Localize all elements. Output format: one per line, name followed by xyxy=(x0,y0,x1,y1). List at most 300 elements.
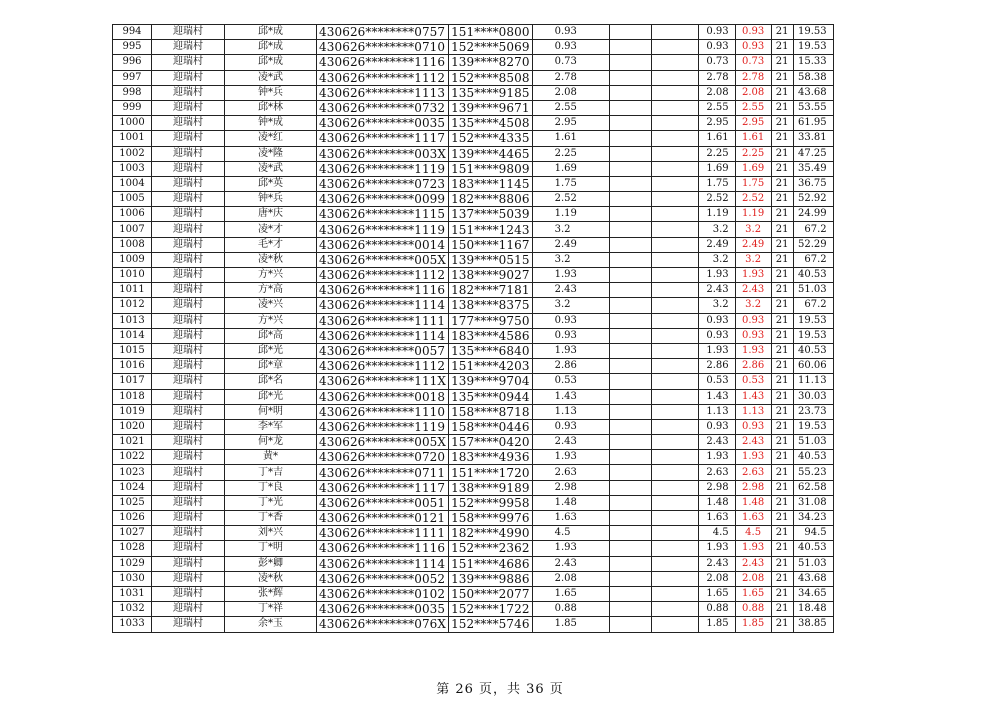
confirmed-area-cell: 2.43 xyxy=(698,435,735,450)
area-cell: 0.93 xyxy=(532,313,609,328)
table-row xyxy=(113,313,834,328)
table-row xyxy=(113,283,834,298)
phone-cell: 182****8806 xyxy=(449,192,533,207)
name-cell: 黄* xyxy=(225,450,317,465)
row-number: 1030 xyxy=(113,571,152,586)
confirmed-area-cell: 0.93 xyxy=(698,40,735,55)
subsidy-area-cell: 1.65 xyxy=(735,586,771,601)
id-number-cell: 430626********1112 xyxy=(317,359,449,374)
amount-cell: 67.2 xyxy=(793,222,833,237)
phone-cell: 151****1720 xyxy=(449,465,533,480)
blank-cell xyxy=(651,450,698,465)
phone-cell: 139****9886 xyxy=(449,571,533,586)
rate-cell: 21 xyxy=(771,359,793,374)
blank-cell xyxy=(609,116,651,131)
subsidy-area-cell: 1.13 xyxy=(735,404,771,419)
amount-cell: 43.68 xyxy=(793,85,833,100)
id-number-cell: 430626********1111 xyxy=(317,313,449,328)
id-number-cell: 430626********1114 xyxy=(317,298,449,313)
rate-cell: 21 xyxy=(771,237,793,252)
confirmed-area-cell: 2.08 xyxy=(698,85,735,100)
confirmed-area-cell: 2.98 xyxy=(698,480,735,495)
blank-cell xyxy=(609,40,651,55)
blank-cell xyxy=(651,617,698,632)
confirmed-area-cell: 2.25 xyxy=(698,146,735,161)
village-cell: 迎瑞村 xyxy=(152,511,225,526)
confirmed-area-cell: 2.08 xyxy=(698,571,735,586)
subsidy-area-cell: 0.93 xyxy=(735,328,771,343)
confirmed-area-cell: 0.88 xyxy=(698,602,735,617)
table-row xyxy=(113,495,834,510)
id-number-cell: 430626********0051 xyxy=(317,495,449,510)
amount-cell: 36.75 xyxy=(793,176,833,191)
name-cell: 凌*红 xyxy=(225,131,317,146)
blank-cell xyxy=(651,252,698,267)
blank-cell xyxy=(651,586,698,601)
name-cell: 邱*光 xyxy=(225,343,317,358)
blank-cell xyxy=(609,571,651,586)
blank-cell xyxy=(651,237,698,252)
amount-cell: 51.03 xyxy=(793,556,833,571)
blank-cell xyxy=(651,328,698,343)
phone-cell: 139****9671 xyxy=(449,100,533,115)
amount-cell: 19.53 xyxy=(793,25,833,40)
table-row xyxy=(113,571,834,586)
confirmed-area-cell: 1.43 xyxy=(698,389,735,404)
table-row xyxy=(113,176,834,191)
table-row xyxy=(113,541,834,556)
amount-cell: 18.48 xyxy=(793,602,833,617)
subsidy-area-cell: 2.49 xyxy=(735,237,771,252)
id-number-cell: 430626********0720 xyxy=(317,450,449,465)
blank-cell xyxy=(609,404,651,419)
amount-cell: 52.29 xyxy=(793,237,833,252)
rate-cell: 21 xyxy=(771,328,793,343)
subsidy-area-cell: 2.95 xyxy=(735,116,771,131)
blank-cell xyxy=(609,328,651,343)
row-number: 1021 xyxy=(113,435,152,450)
blank-cell xyxy=(651,404,698,419)
name-cell: 邱*高 xyxy=(225,328,317,343)
area-cell: 3.2 xyxy=(532,298,609,313)
row-number: 1029 xyxy=(113,556,152,571)
amount-cell: 19.53 xyxy=(793,40,833,55)
name-cell: 凌*隆 xyxy=(225,146,317,161)
row-number: 1010 xyxy=(113,268,152,283)
name-cell: 李*军 xyxy=(225,419,317,434)
confirmed-area-cell: 3.2 xyxy=(698,222,735,237)
phone-cell: 158****8718 xyxy=(449,404,533,419)
row-number: 1020 xyxy=(113,419,152,434)
confirmed-area-cell: 2.49 xyxy=(698,237,735,252)
phone-cell: 151****9809 xyxy=(449,161,533,176)
blank-cell xyxy=(651,161,698,176)
village-cell: 迎瑞村 xyxy=(152,116,225,131)
confirmed-area-cell: 2.78 xyxy=(698,70,735,85)
amount-cell: 40.53 xyxy=(793,343,833,358)
subsidy-area-cell: 0.93 xyxy=(735,419,771,434)
name-cell: 唐*庆 xyxy=(225,207,317,222)
rate-cell: 21 xyxy=(771,55,793,70)
phone-cell: 151****4686 xyxy=(449,556,533,571)
subsidy-area-cell: 1.19 xyxy=(735,207,771,222)
table-row xyxy=(113,161,834,176)
id-number-cell: 430626********1119 xyxy=(317,161,449,176)
blank-cell xyxy=(651,131,698,146)
rate-cell: 21 xyxy=(771,85,793,100)
village-cell: 迎瑞村 xyxy=(152,100,225,115)
row-number: 1019 xyxy=(113,404,152,419)
rate-cell: 21 xyxy=(771,435,793,450)
row-number: 1011 xyxy=(113,283,152,298)
blank-cell xyxy=(651,480,698,495)
id-number-cell: 430626********0018 xyxy=(317,389,449,404)
amount-cell: 15.33 xyxy=(793,55,833,70)
subsidy-area-cell: 1.85 xyxy=(735,617,771,632)
subsidy-area-cell: 2.43 xyxy=(735,556,771,571)
subsidy-area-cell: 0.88 xyxy=(735,602,771,617)
table-row xyxy=(113,85,834,100)
phone-cell: 152****9958 xyxy=(449,495,533,510)
amount-cell: 67.2 xyxy=(793,252,833,267)
area-cell: 3.2 xyxy=(532,252,609,267)
blank-cell xyxy=(651,541,698,556)
amount-cell: 34.23 xyxy=(793,511,833,526)
phone-cell: 152****1722 xyxy=(449,602,533,617)
confirmed-area-cell: 1.48 xyxy=(698,495,735,510)
name-cell: 方*兴 xyxy=(225,268,317,283)
amount-cell: 19.53 xyxy=(793,313,833,328)
id-number-cell: 430626********111X xyxy=(317,374,449,389)
village-cell: 迎瑞村 xyxy=(152,25,225,40)
confirmed-area-cell: 0.93 xyxy=(698,328,735,343)
area-cell: 2.52 xyxy=(532,192,609,207)
area-cell: 2.98 xyxy=(532,480,609,495)
name-cell: 张*辉 xyxy=(225,586,317,601)
table-row xyxy=(113,328,834,343)
confirmed-area-cell: 3.2 xyxy=(698,252,735,267)
amount-cell: 40.53 xyxy=(793,268,833,283)
blank-cell xyxy=(609,298,651,313)
area-cell: 1.93 xyxy=(532,343,609,358)
id-number-cell: 430626********0057 xyxy=(317,343,449,358)
amount-cell: 52.92 xyxy=(793,192,833,207)
id-number-cell: 430626********1117 xyxy=(317,480,449,495)
amount-cell: 31.08 xyxy=(793,495,833,510)
name-cell: 丁*光 xyxy=(225,495,317,510)
blank-cell xyxy=(609,100,651,115)
name-cell: 毛*才 xyxy=(225,237,317,252)
blank-cell xyxy=(609,374,651,389)
village-cell: 迎瑞村 xyxy=(152,586,225,601)
subsidy-area-cell: 2.63 xyxy=(735,465,771,480)
table-row xyxy=(113,465,834,480)
confirmed-area-cell: 2.95 xyxy=(698,116,735,131)
village-cell: 迎瑞村 xyxy=(152,526,225,541)
blank-cell xyxy=(609,268,651,283)
subsidy-area-cell: 2.55 xyxy=(735,100,771,115)
id-number-cell: 430626********1115 xyxy=(317,207,449,222)
blank-cell xyxy=(609,283,651,298)
confirmed-area-cell: 1.13 xyxy=(698,404,735,419)
rate-cell: 21 xyxy=(771,511,793,526)
village-cell: 迎瑞村 xyxy=(152,283,225,298)
subsidy-area-cell: 2.98 xyxy=(735,480,771,495)
village-cell: 迎瑞村 xyxy=(152,328,225,343)
village-cell: 迎瑞村 xyxy=(152,192,225,207)
blank-cell xyxy=(651,495,698,510)
name-cell: 彭*卿 xyxy=(225,556,317,571)
rate-cell: 21 xyxy=(771,222,793,237)
phone-cell: 139****8270 xyxy=(449,55,533,70)
blank-cell xyxy=(609,237,651,252)
village-cell: 迎瑞村 xyxy=(152,146,225,161)
village-cell: 迎瑞村 xyxy=(152,480,225,495)
blank-cell xyxy=(651,374,698,389)
rate-cell: 21 xyxy=(771,419,793,434)
subsidy-area-cell: 0.73 xyxy=(735,55,771,70)
row-number: 1007 xyxy=(113,222,152,237)
name-cell: 余*玉 xyxy=(225,617,317,632)
amount-cell: 23.73 xyxy=(793,404,833,419)
confirmed-area-cell: 1.63 xyxy=(698,511,735,526)
area-cell: 4.5 xyxy=(532,526,609,541)
subsidy-area-cell: 3.2 xyxy=(735,298,771,313)
village-cell: 迎瑞村 xyxy=(152,359,225,374)
blank-cell xyxy=(609,480,651,495)
name-cell: 凌*秋 xyxy=(225,252,317,267)
name-cell: 丁*香 xyxy=(225,511,317,526)
table-row xyxy=(113,389,834,404)
confirmed-area-cell: 1.93 xyxy=(698,268,735,283)
subsidy-area-cell: 1.69 xyxy=(735,161,771,176)
id-number-cell: 430626********0757 xyxy=(317,25,449,40)
row-number: 1002 xyxy=(113,146,152,161)
subsidy-area-cell: 3.2 xyxy=(735,252,771,267)
area-cell: 2.08 xyxy=(532,571,609,586)
amount-cell: 11.13 xyxy=(793,374,833,389)
village-cell: 迎瑞村 xyxy=(152,435,225,450)
table-row xyxy=(113,70,834,85)
name-cell: 方*高 xyxy=(225,283,317,298)
blank-cell xyxy=(651,268,698,283)
phone-cell: 177****9750 xyxy=(449,313,533,328)
confirmed-area-cell: 1.61 xyxy=(698,131,735,146)
village-cell: 迎瑞村 xyxy=(152,374,225,389)
village-cell: 迎瑞村 xyxy=(152,40,225,55)
village-cell: 迎瑞村 xyxy=(152,495,225,510)
amount-cell: 53.55 xyxy=(793,100,833,115)
blank-cell xyxy=(609,617,651,632)
blank-cell xyxy=(651,435,698,450)
name-cell: 钟*兵 xyxy=(225,85,317,100)
blank-cell xyxy=(609,55,651,70)
name-cell: 邱*成 xyxy=(225,40,317,55)
amount-cell: 40.53 xyxy=(793,450,833,465)
id-number-cell: 430626********0014 xyxy=(317,237,449,252)
blank-cell xyxy=(609,541,651,556)
area-cell: 0.93 xyxy=(532,25,609,40)
blank-cell xyxy=(609,526,651,541)
name-cell: 邱*成 xyxy=(225,25,317,40)
table-row xyxy=(113,617,834,632)
subsidy-area-cell: 1.48 xyxy=(735,495,771,510)
table-row xyxy=(113,602,834,617)
confirmed-area-cell: 1.65 xyxy=(698,586,735,601)
blank-cell xyxy=(609,495,651,510)
blank-cell xyxy=(609,207,651,222)
row-number: 997 xyxy=(113,70,152,85)
confirmed-area-cell: 2.55 xyxy=(698,100,735,115)
table-row xyxy=(113,526,834,541)
table-row xyxy=(113,207,834,222)
id-number-cell: 430626********003X xyxy=(317,146,449,161)
blank-cell xyxy=(609,450,651,465)
blank-cell xyxy=(609,389,651,404)
table-row xyxy=(113,222,834,237)
blank-cell xyxy=(651,55,698,70)
subsidy-area-cell: 0.93 xyxy=(735,313,771,328)
rate-cell: 21 xyxy=(771,313,793,328)
area-cell: 2.78 xyxy=(532,70,609,85)
blank-cell xyxy=(651,40,698,55)
row-number: 999 xyxy=(113,100,152,115)
blank-cell xyxy=(609,602,651,617)
blank-cell xyxy=(651,359,698,374)
phone-cell: 139****4465 xyxy=(449,146,533,161)
name-cell: 方*兴 xyxy=(225,313,317,328)
amount-cell: 67.2 xyxy=(793,298,833,313)
village-cell: 迎瑞村 xyxy=(152,450,225,465)
rate-cell: 21 xyxy=(771,526,793,541)
table-row xyxy=(113,268,834,283)
name-cell: 邱*林 xyxy=(225,100,317,115)
blank-cell xyxy=(609,556,651,571)
confirmed-area-cell: 3.2 xyxy=(698,298,735,313)
table-row xyxy=(113,586,834,601)
blank-cell xyxy=(651,313,698,328)
name-cell: 邱*章 xyxy=(225,359,317,374)
phone-cell: 135****6840 xyxy=(449,343,533,358)
confirmed-area-cell: 2.43 xyxy=(698,556,735,571)
row-number: 1005 xyxy=(113,192,152,207)
blank-cell xyxy=(609,343,651,358)
rate-cell: 21 xyxy=(771,374,793,389)
village-cell: 迎瑞村 xyxy=(152,298,225,313)
name-cell: 丁*吉 xyxy=(225,465,317,480)
id-number-cell: 430626********1110 xyxy=(317,404,449,419)
id-number-cell: 430626********1111 xyxy=(317,526,449,541)
row-number: 996 xyxy=(113,55,152,70)
phone-cell: 183****4586 xyxy=(449,328,533,343)
village-cell: 迎瑞村 xyxy=(152,313,225,328)
blank-cell xyxy=(651,100,698,115)
phone-cell: 139****0515 xyxy=(449,252,533,267)
subsidy-area-cell: 0.93 xyxy=(735,40,771,55)
id-number-cell: 430626********1113 xyxy=(317,85,449,100)
village-cell: 迎瑞村 xyxy=(152,70,225,85)
id-number-cell: 430626********1116 xyxy=(317,55,449,70)
id-number-cell: 430626********0035 xyxy=(317,116,449,131)
id-number-cell: 430626********1112 xyxy=(317,268,449,283)
village-cell: 迎瑞村 xyxy=(152,404,225,419)
table-row xyxy=(113,252,834,267)
rate-cell: 21 xyxy=(771,161,793,176)
phone-cell: 150****1167 xyxy=(449,237,533,252)
rate-cell: 21 xyxy=(771,343,793,358)
blank-cell xyxy=(651,556,698,571)
phone-cell: 137****5039 xyxy=(449,207,533,222)
table-row xyxy=(113,192,834,207)
row-number: 1024 xyxy=(113,480,152,495)
subsidy-area-cell: 2.43 xyxy=(735,283,771,298)
area-cell: 1.13 xyxy=(532,404,609,419)
name-cell: 钟*成 xyxy=(225,116,317,131)
blank-cell xyxy=(609,419,651,434)
table-row xyxy=(113,100,834,115)
blank-cell xyxy=(651,146,698,161)
id-number-cell: 430626********0732 xyxy=(317,100,449,115)
phone-cell: 158****9976 xyxy=(449,511,533,526)
id-number-cell: 430626********1119 xyxy=(317,419,449,434)
id-number-cell: 430626********005X xyxy=(317,252,449,267)
row-number: 1000 xyxy=(113,116,152,131)
area-cell: 0.93 xyxy=(532,328,609,343)
blank-cell xyxy=(651,389,698,404)
rate-cell: 21 xyxy=(771,268,793,283)
table-row xyxy=(113,511,834,526)
amount-cell: 94.5 xyxy=(793,526,833,541)
blank-cell xyxy=(651,343,698,358)
confirmed-area-cell: 1.93 xyxy=(698,541,735,556)
row-number: 1022 xyxy=(113,450,152,465)
blank-cell xyxy=(609,465,651,480)
rate-cell: 21 xyxy=(771,146,793,161)
area-cell: 0.93 xyxy=(532,419,609,434)
rate-cell: 21 xyxy=(771,298,793,313)
amount-cell: 35.49 xyxy=(793,161,833,176)
amount-cell: 55.23 xyxy=(793,465,833,480)
row-number: 1033 xyxy=(113,617,152,632)
id-number-cell: 430626********0052 xyxy=(317,571,449,586)
rate-cell: 21 xyxy=(771,465,793,480)
amount-cell: 58.38 xyxy=(793,70,833,85)
area-cell: 1.85 xyxy=(532,617,609,632)
rate-cell: 21 xyxy=(771,252,793,267)
blank-cell xyxy=(651,207,698,222)
blank-cell xyxy=(651,465,698,480)
page-footer: 第 26 页，共 36 页 xyxy=(436,682,564,697)
table-row xyxy=(113,450,834,465)
confirmed-area-cell: 0.93 xyxy=(698,313,735,328)
confirmed-area-cell: 2.43 xyxy=(698,283,735,298)
table-row xyxy=(113,40,834,55)
table-body xyxy=(113,25,834,633)
subsidy-area-cell: 4.5 xyxy=(735,526,771,541)
rate-cell: 21 xyxy=(771,207,793,222)
subsidy-area-cell: 2.86 xyxy=(735,359,771,374)
area-cell: 1.69 xyxy=(532,161,609,176)
subsidy-area-cell: 2.08 xyxy=(735,571,771,586)
blank-cell xyxy=(609,176,651,191)
blank-cell xyxy=(651,25,698,40)
blank-cell xyxy=(651,571,698,586)
village-cell: 迎瑞村 xyxy=(152,465,225,480)
area-cell: 1.61 xyxy=(532,131,609,146)
subsidy-area-cell: 2.78 xyxy=(735,70,771,85)
phone-cell: 151****4203 xyxy=(449,359,533,374)
village-cell: 迎瑞村 xyxy=(152,343,225,358)
